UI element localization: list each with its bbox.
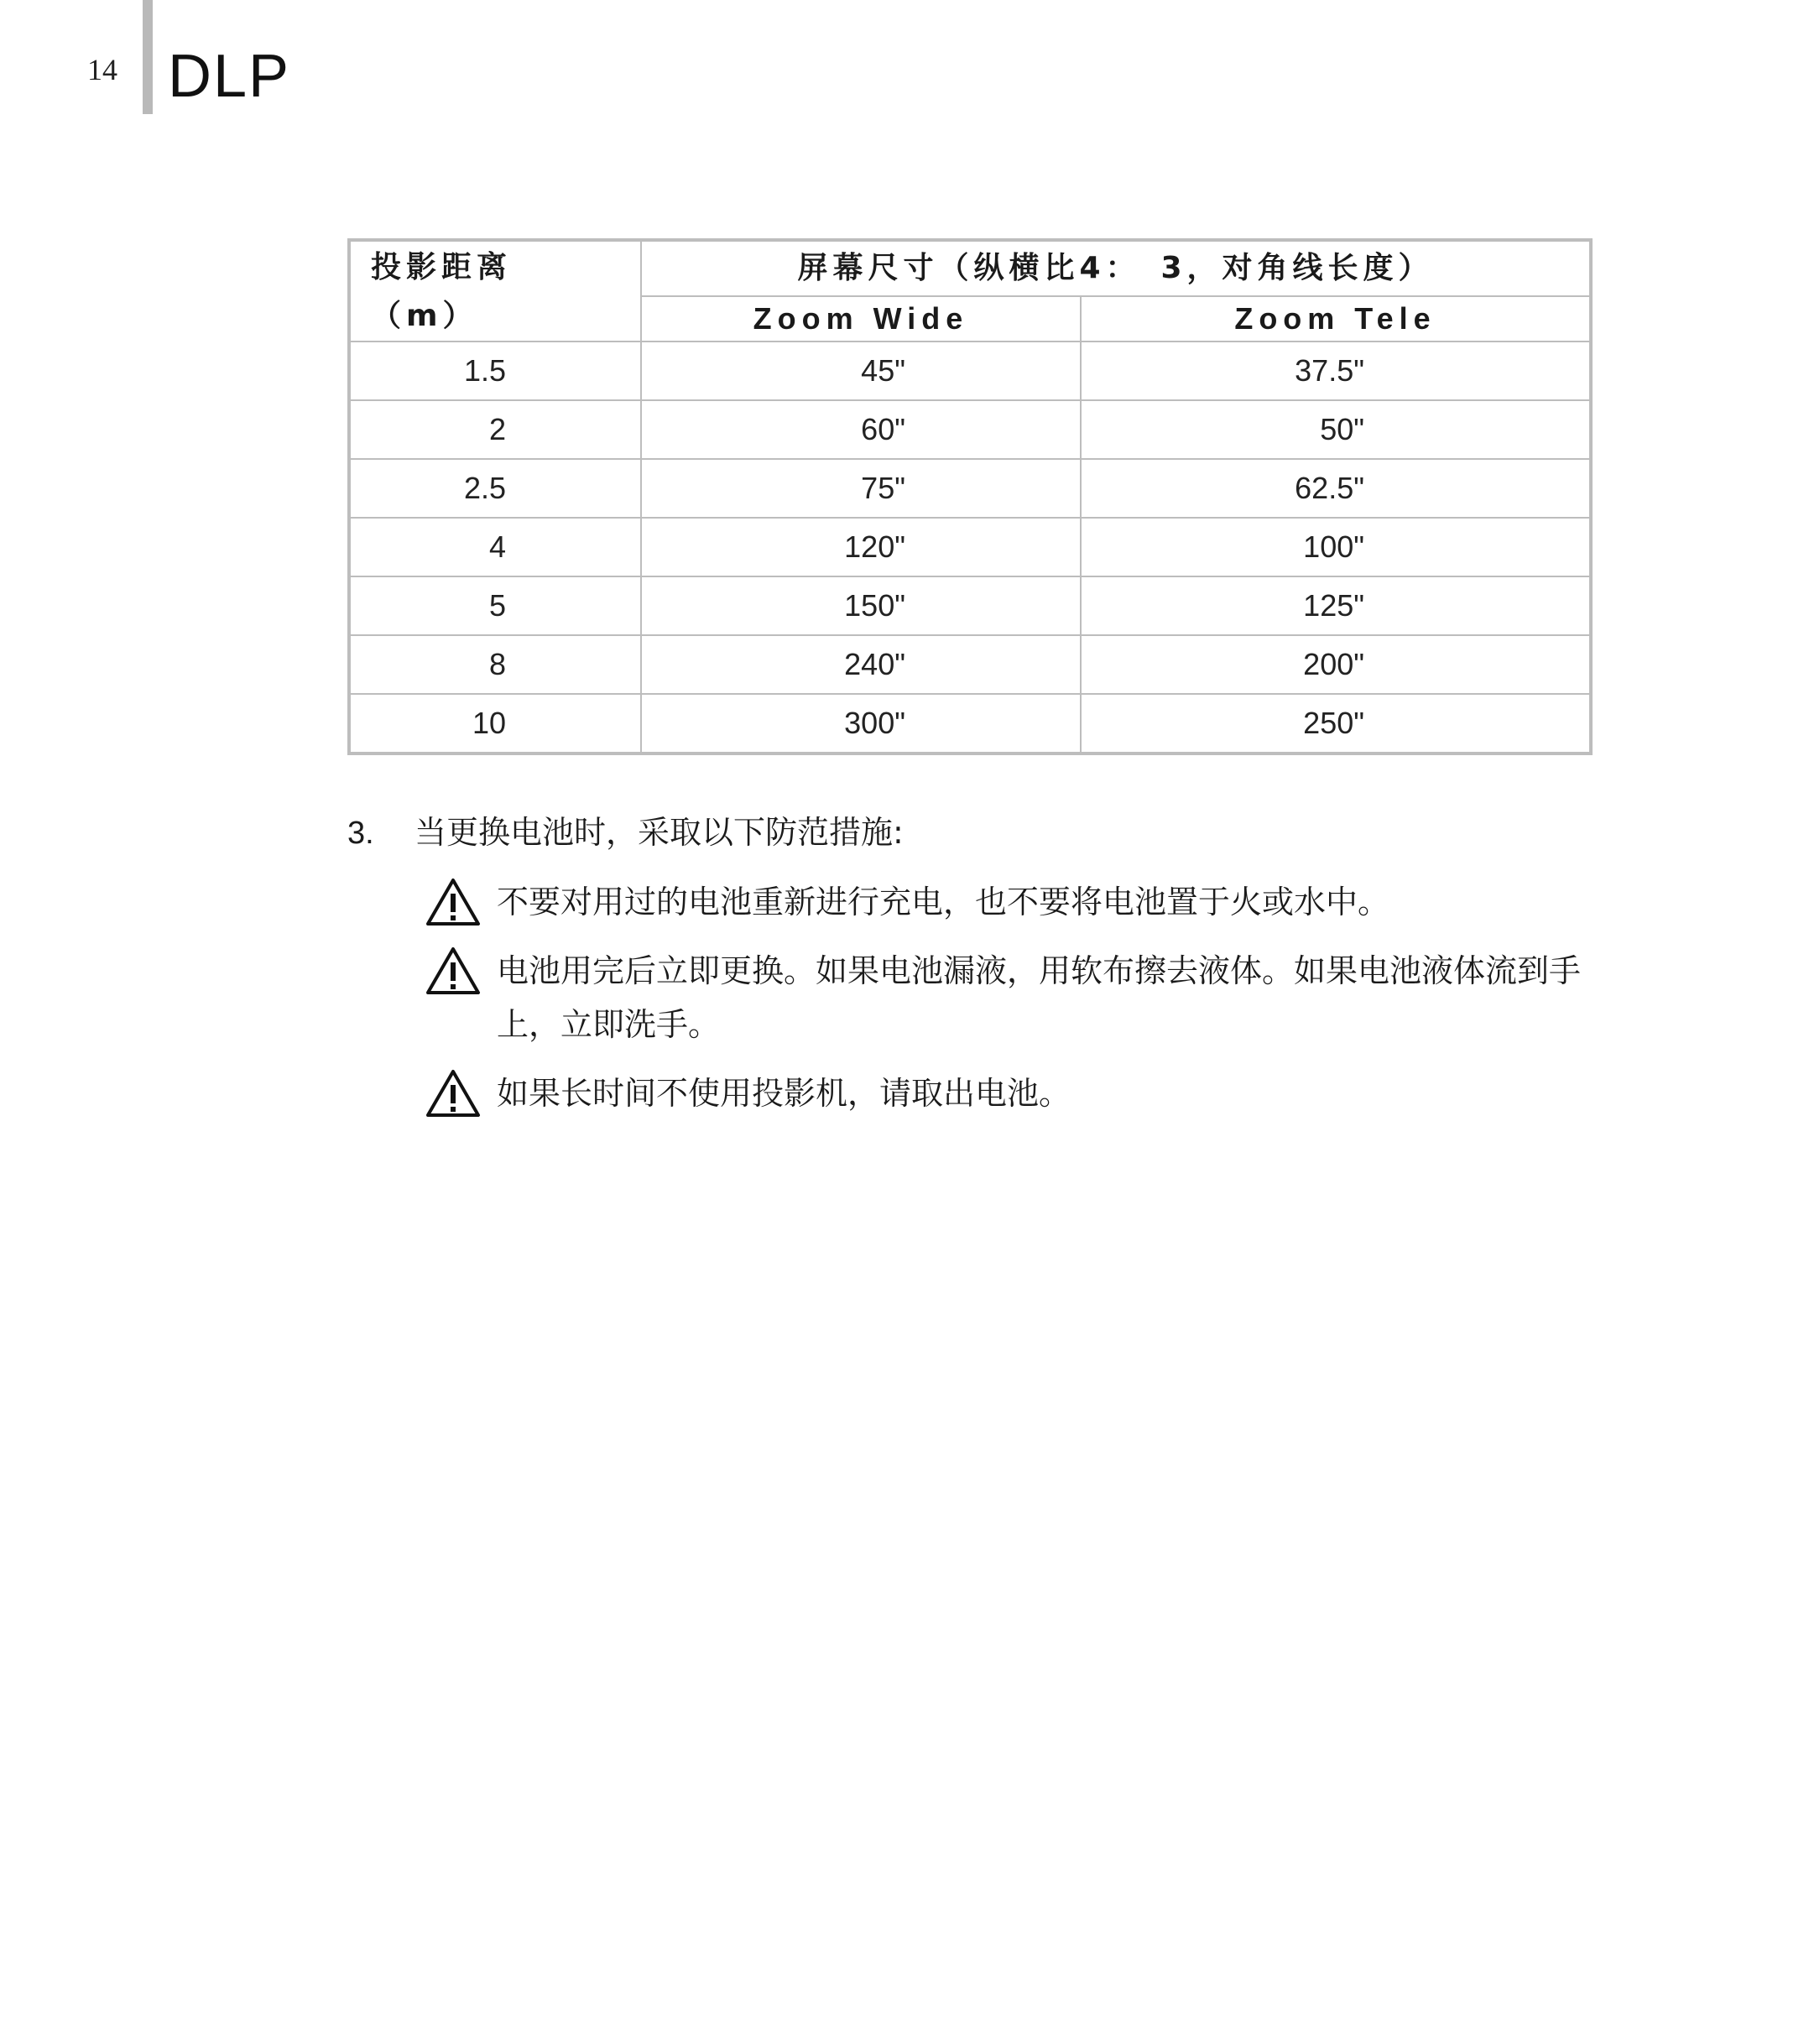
note-heading-text: 当更换电池时，采取以下防范措施: <box>414 814 904 851</box>
distance-cell: 5 <box>349 576 641 635</box>
table-row <box>349 518 1591 576</box>
page-title: DLP <box>168 43 291 110</box>
tele-cell: 250" <box>1081 694 1591 753</box>
distance-cell: 2 <box>349 400 641 459</box>
header-zoom-wide: Zoom Wide <box>641 296 1081 342</box>
projection-distance-table <box>347 238 1593 755</box>
distance-cell: 4 <box>349 518 641 576</box>
distance-cell: 2.5 <box>349 459 641 518</box>
tele-cell: 125" <box>1081 576 1591 635</box>
header-distance <box>349 240 641 342</box>
tele-cell: 200" <box>1081 635 1591 694</box>
battery-precautions <box>347 806 1598 1120</box>
distance-cell: 10 <box>349 694 641 753</box>
wide-cell: 120" <box>641 518 1081 576</box>
wide-cell: 150" <box>641 576 1081 635</box>
warning-triangle-icon <box>425 1068 482 1118</box>
wide-cell: 45" <box>641 342 1081 400</box>
header-screen-size: 屏幕尺寸（纵横比4： 3，对角线长度） <box>641 240 1591 296</box>
table-row <box>349 400 1591 459</box>
distance-cell: 8 <box>349 635 641 694</box>
header-divider-bar <box>143 0 153 114</box>
tele-cell: 62.5" <box>1081 459 1591 518</box>
page-number: 14 <box>87 53 117 86</box>
warning-item <box>425 1066 1598 1120</box>
wide-cell: 75" <box>641 459 1081 518</box>
note-heading <box>347 806 1598 860</box>
table-row <box>349 576 1591 635</box>
header-distance-label: 投影距离 <box>371 250 513 284</box>
warning-item <box>425 944 1598 1051</box>
tele-cell: 37.5" <box>1081 342 1591 400</box>
distance-cell: 1.5 <box>349 342 641 400</box>
warning-text: 如果长时间不使用投影机，请取出电池。 <box>497 1075 1071 1112</box>
tele-cell: 100" <box>1081 518 1591 576</box>
warning-triangle-icon <box>425 946 482 996</box>
wide-cell: 60" <box>641 400 1081 459</box>
warning-triangle-icon <box>425 877 482 927</box>
warning-text: 不要对用过的电池重新进行充电，也不要将电池置于火或水中。 <box>497 884 1390 920</box>
wide-cell: 240" <box>641 635 1081 694</box>
note-number: 3. <box>347 816 374 851</box>
wide-cell: 300" <box>641 694 1081 753</box>
table-row <box>349 635 1591 694</box>
warning-item <box>425 875 1598 929</box>
tele-cell: 50" <box>1081 400 1591 459</box>
header-zoom-tele: Zoom Tele <box>1081 296 1591 342</box>
header-distance-unit: （m） <box>371 299 478 333</box>
table-row <box>349 342 1591 400</box>
warning-text: 电池用完后立即更换。如果电池漏液，用软布擦去液体。如果电池液体流到手上，立即洗手。 <box>497 952 1582 1043</box>
table-row <box>349 694 1591 753</box>
table-row <box>349 459 1591 518</box>
